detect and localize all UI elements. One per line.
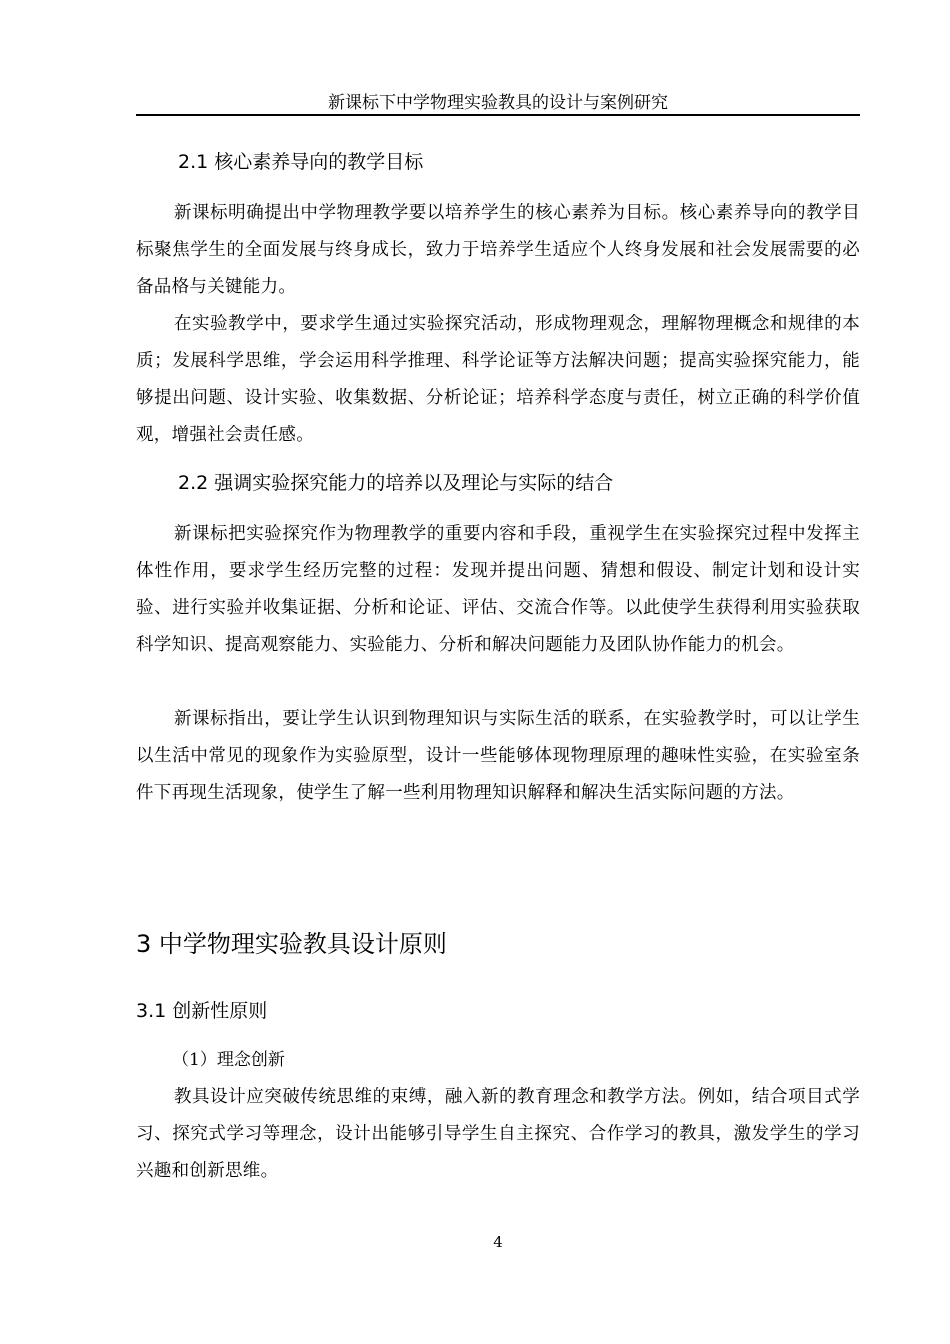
running-header: 新课标下中学物理实验教具的设计与案例研究 xyxy=(328,93,668,113)
page-number: 4 xyxy=(493,1233,503,1251)
section-heading-2-2: 2.2 强调实验探究能力的培养以及理论与实际的结合 xyxy=(178,472,614,494)
section-heading-3-1: 3.1 创新性原则 xyxy=(136,1000,268,1022)
paragraph-2-1-a: 新课标明确提出中学物理教学要以培养学生的核心素养为目标。核心素养导向的教学目标聚焦学生的全面发展与终身成长，致力于培养学生适应个人终身发展和社会发展需要的必备品格与关键能力。 xyxy=(136,203,860,297)
paragraph-2-2-b: 新课标指出，要让学生认识到物理知识与实际生活的联系，在实验教学时，可以让学生以生活中常见的现象作为实验原型，设计一些能够体现物理原理的趣味性实验，在实验室条件下再现生活现象，使学生了解一些利用物理知识解释和解决生活实际问题的方法。 xyxy=(136,709,860,803)
paragraph-3-1-a: 教具设计应突破传统思维的束缚，融入新的教育理念和教学方法。例如，结合项目式学习、探究式学习等理念，设计出能够引导学生自主探究、合作学习的教具，激发学生的学习兴趣和创新思维。 xyxy=(136,1087,860,1181)
sub-heading-concept-innovation: （1）理念创新 xyxy=(172,1050,285,1070)
section-heading-2-1: 2.1 核心素养导向的教学目标 xyxy=(178,151,424,173)
chapter-heading-3: 3 中学物理实验教具设计原则 xyxy=(136,930,447,958)
header-divider xyxy=(136,114,860,116)
paragraph-2-1-b: 在实验教学中，要求学生通过实验探究活动，形成物理观念，理解物理概念和规律的本质；发展科学思维，学会运用科学推理、科学论证等方法解决问题；提高实验探究能力，能够提出问题、设计实验、收集数据、分析论证；培养科学态度与责任，树立正确的科学价值观，增强社会责任感。 xyxy=(136,314,860,445)
paragraph-2-2-a: 新课标把实验探究作为物理教学的重要内容和手段，重视学生在实验探究过程中发挥主体性作用，要求学生经历完整的过程：发现并提出问题、猜想和假设、制定计划和设计实验、进行实验并收集证据、分析和论证、评估、交流合作等。以此使学生获得利用实验获取科学知识、提高观察能力、实验能力、分析和解决问题能力及团队协作能力的机会。 xyxy=(136,524,860,655)
